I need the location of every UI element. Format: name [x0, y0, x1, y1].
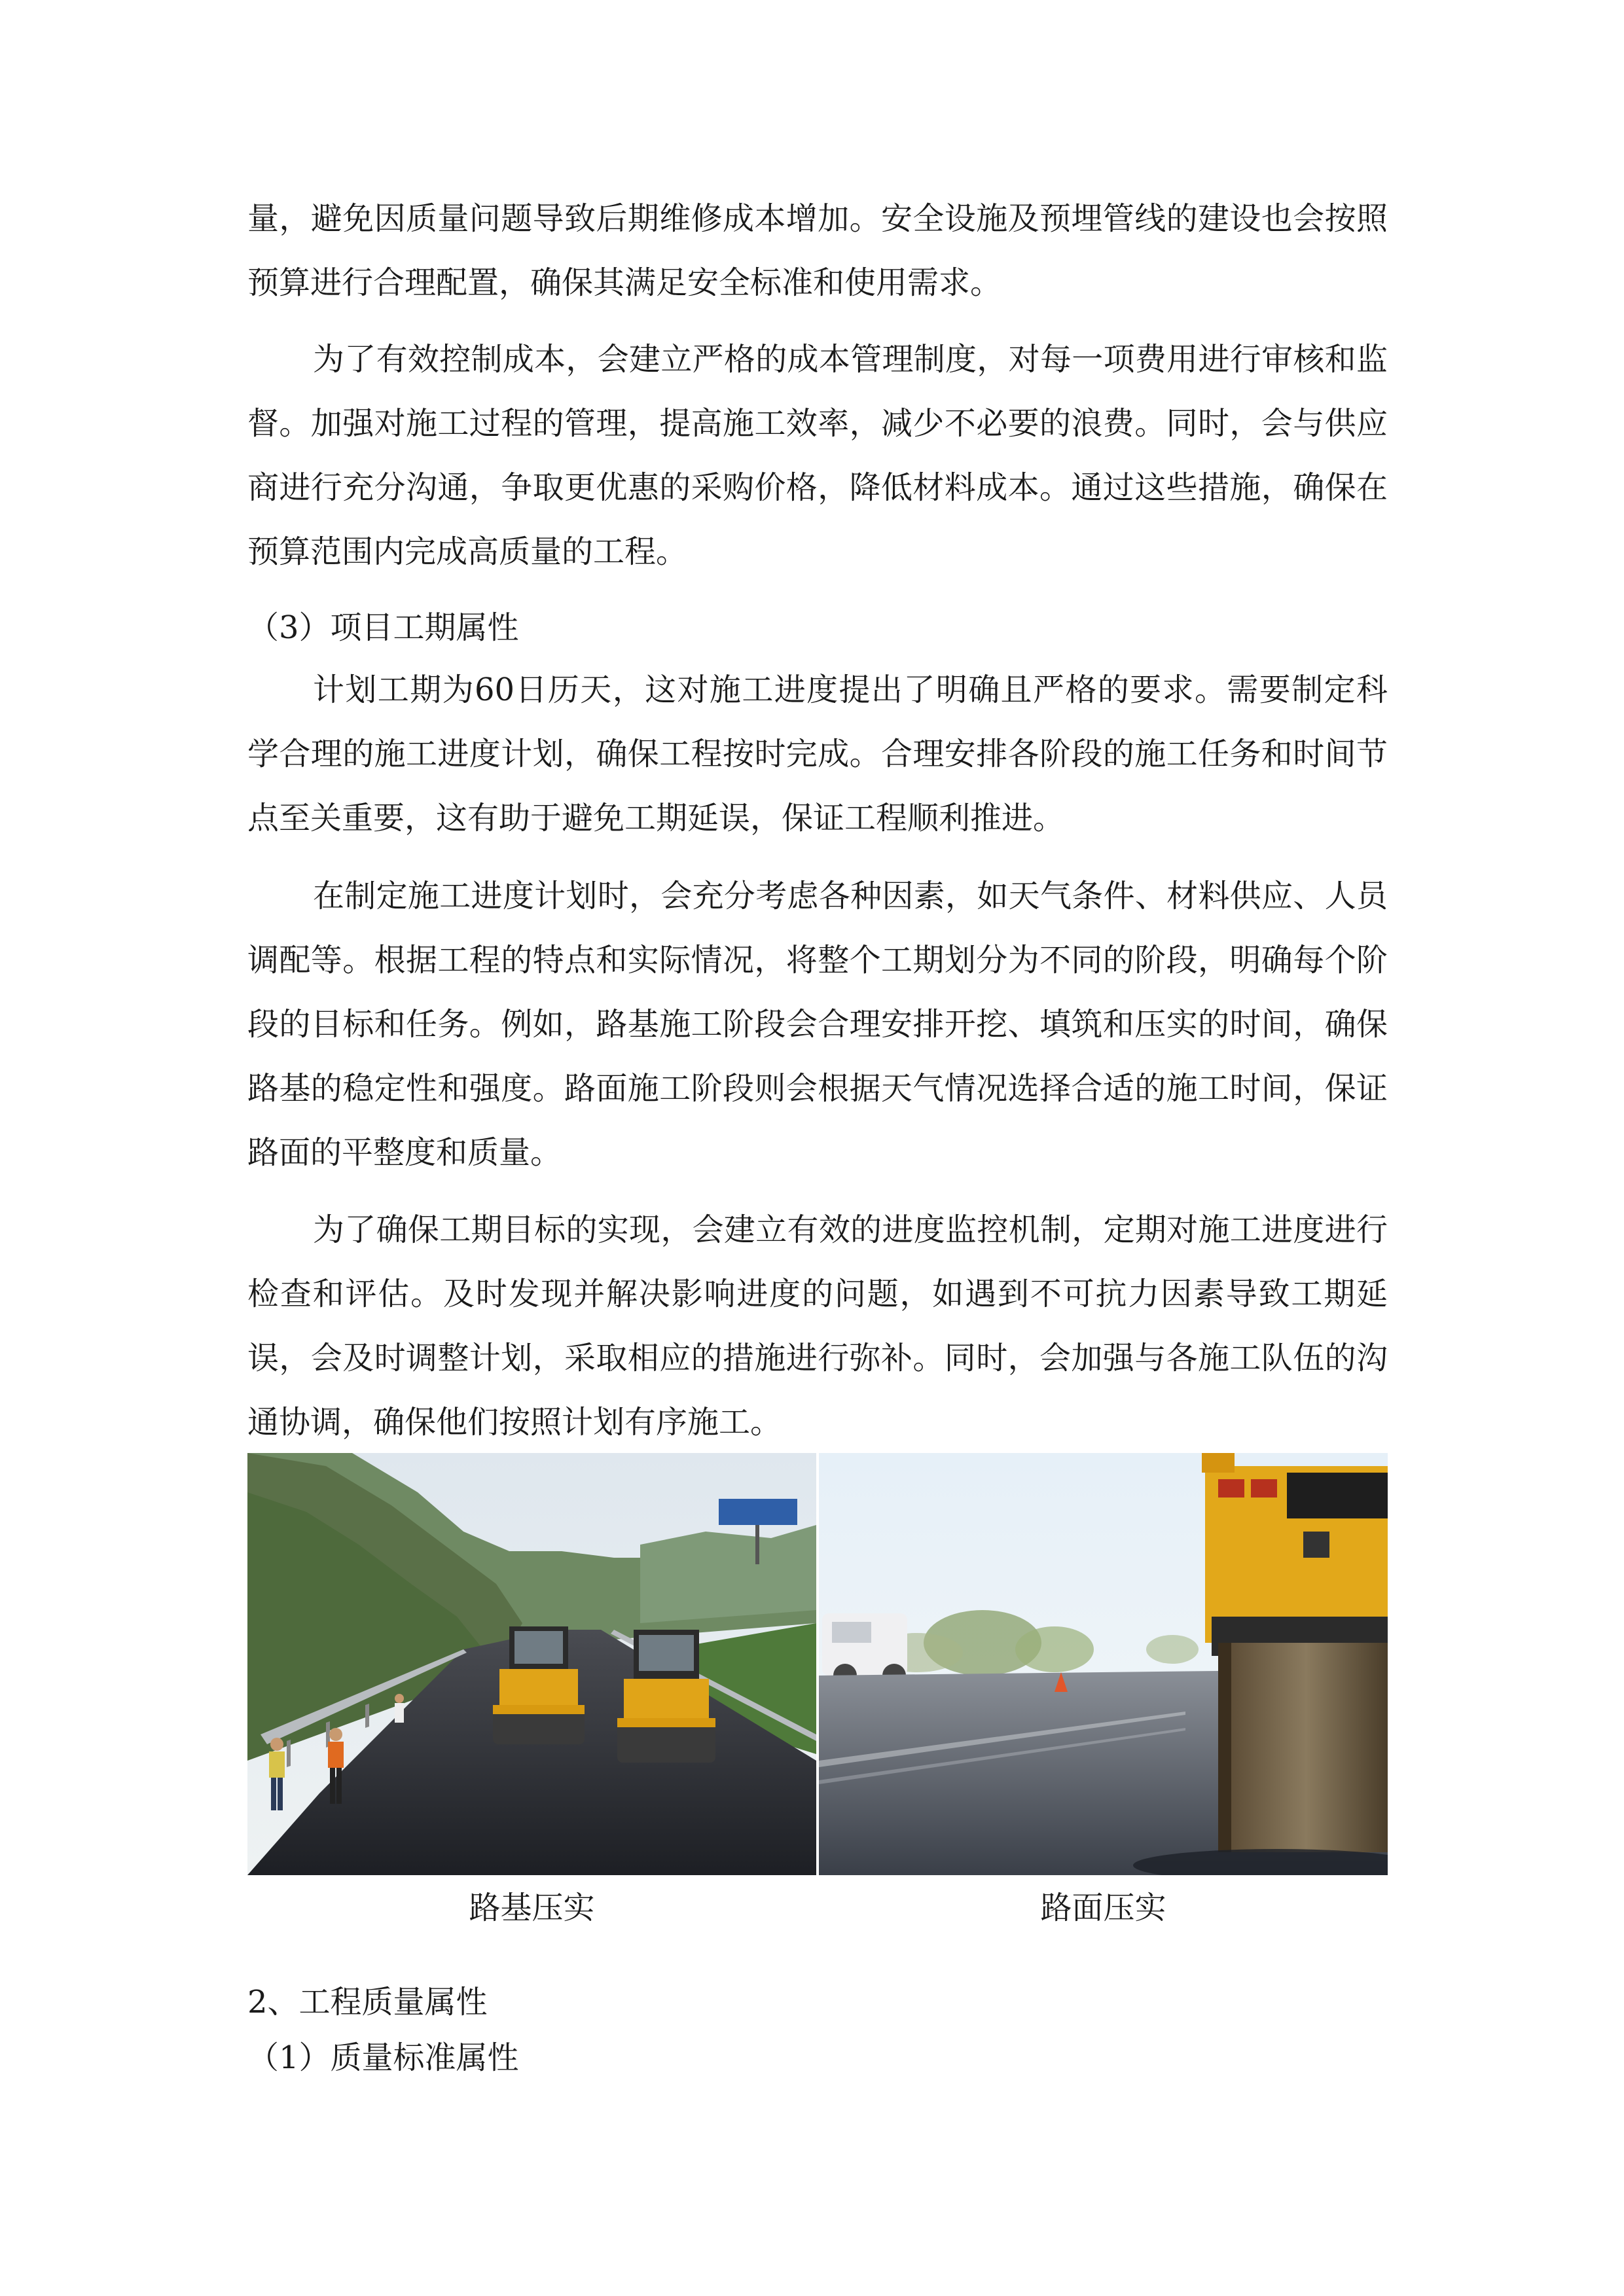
section-heading-quality: 2、工程质量属性	[247, 1984, 488, 2020]
pavement-compaction-photo	[819, 1453, 1388, 1875]
paragraph-4: 在制定施工进度计划时，会充分考虑各种因素，如天气条件、材料供应、人员调配等。根据工程的特点和实际情况，将整个工期划分为不同的阶段，明确每个阶段的目标和任务。例如，路基施工阶段会合理安排开挖、填筑和压实的时间，确保路基的稳定性和强度。路面施工阶段则会根据天气情况选择合适的施工时间，保证路面的平整度和质量。	[247, 878, 1388, 1171]
subheading-schedule: （3）项目工期属性	[247, 609, 519, 646]
caption-roadbed-compaction: 路基压实	[469, 1890, 595, 1926]
paragraph-3: 计划工期为60日历天，这对施工进度提出了明确且严格的要求。需要制定科学合理的施工进度计划，确保工程按时完成。合理安排各阶段的施工任务和时间节点至关重要，这有助于避免工期延误，保证工程顺利推进。	[247, 672, 1388, 836]
paragraph-5: 为了确保工期目标的实现，会建立有效的进度监控机制，定期对施工进度进行检查和评估。及时发现并解决影响进度的问题，如遇到不可抗力因素导致工期延误，会及时调整计划，采取相应的措施进行弥补。同时，会加强与各施工队伍的沟通协调，确保他们按照计划有序施工。	[247, 1211, 1388, 1441]
caption-pavement-compaction: 路面压实	[1040, 1890, 1166, 1926]
paragraph-2: 为了有效控制成本，会建立严格的成本管理制度，对每一项费用进行审核和监督。加强对施工过程的管理，提高施工效率，减少不必要的浪费。同时，会与供应商进行充分沟通，争取更优惠的采购价格，降低材料成本。通过这些措施，确保在预算范围内完成高质量的工程。	[247, 341, 1388, 570]
roadbed-compaction-photo	[247, 1453, 816, 1875]
subheading-quality-standard: （1）质量标准属性	[247, 2039, 519, 2076]
paragraph-1: 量，避免因质量问题导致后期维修成本增加。安全设施及预埋管线的建设也会按照预算进行合理配置，确保其满足安全标准和使用需求。	[247, 200, 1388, 301]
